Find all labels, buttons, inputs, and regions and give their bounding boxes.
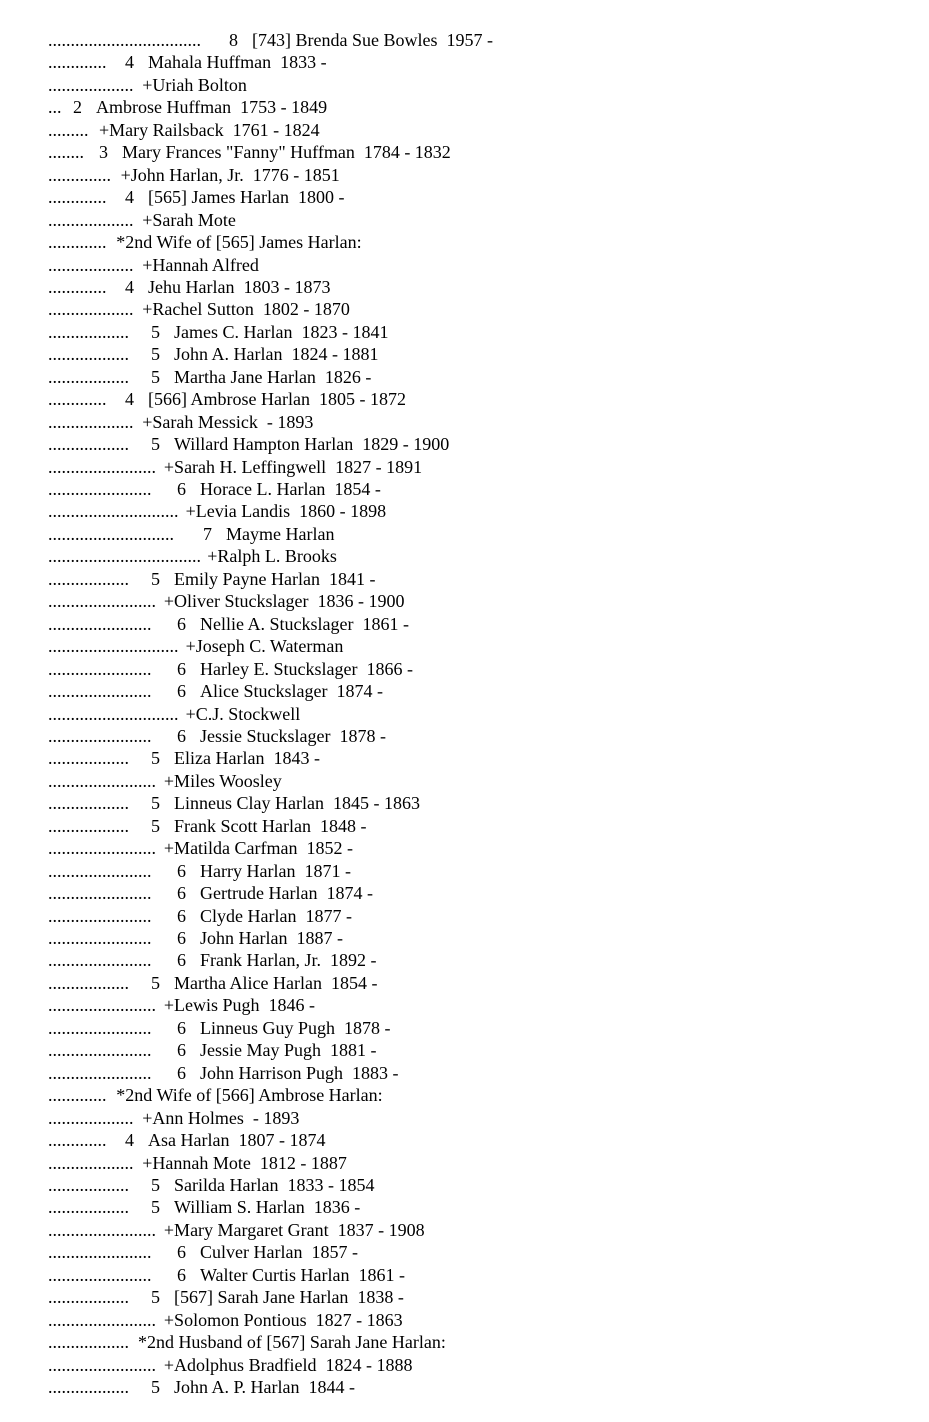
leader-dots: .................. <box>48 972 129 993</box>
generation-number: 2 <box>73 97 82 118</box>
generation-number: 6 <box>177 1040 186 1061</box>
report-line <box>0 747 929 769</box>
person-entry: Horace L. Harlan 1854 - <box>200 479 381 499</box>
generation-number: 6 <box>177 928 186 948</box>
report-line <box>0 1152 929 1174</box>
report-line <box>0 1107 929 1129</box>
leader-dots: .................................. <box>48 30 201 50</box>
person-entry: Mayme Harlan <box>226 523 335 544</box>
person-entry: Walter Curtis Harlan 1861 - <box>200 1264 405 1285</box>
leader-dots: ....................... <box>48 613 152 634</box>
person-entry: Jessie May Pugh 1881 - <box>200 1040 377 1061</box>
report-line <box>0 209 929 231</box>
report-line <box>0 456 929 478</box>
report-line <box>0 1354 929 1376</box>
person-entry: +Miles Woosley <box>163 770 282 791</box>
leader-dots: .................. <box>48 434 129 455</box>
leader-dots: .................. <box>48 815 129 836</box>
generation-number: 4 <box>125 389 134 410</box>
report-line <box>0 613 929 635</box>
generation-number: 5 <box>151 1197 160 1218</box>
person-entry: +Mary Railsback 1761 - 1824 <box>98 119 320 140</box>
person-entry: +Hannah Alfred <box>142 254 259 275</box>
generation-number: 6 <box>177 479 186 499</box>
person-entry: Asa Harlan 1807 - 1874 <box>148 1130 326 1151</box>
generation-number: 3 <box>99 142 108 163</box>
leader-dots: ........................ <box>48 995 156 1016</box>
report-line <box>0 366 929 388</box>
report-line <box>0 905 929 927</box>
person-entry: Linneus Clay Harlan 1845 - 1863 <box>174 793 420 814</box>
report-line <box>0 1174 929 1196</box>
person-entry: +Hannah Mote 1812 - 1887 <box>142 1152 347 1173</box>
leader-dots: .................. <box>48 568 129 589</box>
leader-dots: ............. <box>48 1085 107 1106</box>
person-entry: Harry Harlan 1871 - <box>200 860 351 881</box>
report-line <box>0 1309 929 1331</box>
leader-dots: ....................... <box>48 1242 152 1263</box>
leader-dots: .................. <box>48 793 129 814</box>
report-line <box>0 1129 929 1151</box>
report-line <box>0 1017 929 1039</box>
person-entry: *2nd Husband of [567] Sarah Jane Harlan: <box>137 1332 446 1353</box>
report-line <box>0 972 929 994</box>
leader-dots: ........................ <box>48 456 156 477</box>
generation-number: 6 <box>177 681 186 702</box>
leader-dots: ................... <box>48 254 134 275</box>
person-entry: Frank Scott Harlan 1848 - <box>174 815 367 836</box>
report-line <box>0 703 929 725</box>
person-entry: *2nd Wife of [565] James Harlan: <box>116 232 362 253</box>
person-entry: Clyde Harlan 1877 - <box>200 905 352 926</box>
report-line <box>0 815 929 837</box>
leader-dots: .............. <box>48 164 111 185</box>
report-line <box>0 96 929 118</box>
person-entry: Alice Stuckslager 1874 - <box>200 681 383 702</box>
leader-dots: ....................... <box>48 658 152 679</box>
person-entry: Emily Payne Harlan 1841 - <box>174 568 376 589</box>
leader-dots: ................... <box>48 74 134 95</box>
leader-dots: ........................ <box>48 838 156 859</box>
report-line <box>0 590 929 612</box>
person-entry: Harley E. Stuckslager 1866 - <box>200 658 413 679</box>
leader-dots: ................... <box>48 209 134 230</box>
generation-number: 6 <box>177 1264 186 1285</box>
leader-dots: .................. <box>48 1287 129 1308</box>
person-entry: +Rachel Sutton 1802 - 1870 <box>142 299 350 320</box>
report-line <box>0 164 929 186</box>
generation-number: 4 <box>125 187 134 208</box>
leader-dots: ................... <box>48 411 134 432</box>
leader-dots: ........................ <box>48 1309 156 1330</box>
leader-dots: ....................... <box>48 725 152 746</box>
person-entry: +Uriah Bolton <box>142 74 247 95</box>
person-entry: +Mary Margaret Grant 1837 - 1908 <box>163 1219 425 1240</box>
person-entry: *2nd Wife of [566] Ambrose Harlan: <box>116 1085 383 1106</box>
leader-dots: ............. <box>48 232 107 253</box>
person-entry: +John Harlan, Jr. 1776 - 1851 <box>120 164 340 185</box>
person-entry: +Sarah Mote <box>142 209 236 230</box>
leader-dots: .................. <box>48 1332 129 1353</box>
report-line <box>0 298 929 320</box>
generation-number: 5 <box>151 1377 160 1397</box>
leader-dots: ......... <box>48 119 89 140</box>
report-line <box>0 658 929 680</box>
generation-number: 6 <box>177 725 186 746</box>
person-entry: Martha Alice Harlan 1854 - <box>174 972 378 993</box>
generation-number: 5 <box>151 366 160 387</box>
leader-dots: ....................... <box>48 1062 152 1083</box>
leader-dots: .................. <box>48 1174 129 1195</box>
leader-dots: ............................. <box>48 703 179 724</box>
leader-dots: ........................ <box>48 1219 156 1240</box>
leader-dots: ................... <box>48 1107 134 1128</box>
person-entry: +Oliver Stuckslager 1836 - 1900 <box>163 591 405 612</box>
report-line <box>0 1331 929 1353</box>
person-entry: John A. P. Harlan 1844 - <box>174 1377 355 1397</box>
report-line <box>0 231 929 253</box>
report-line <box>0 882 929 904</box>
generation-number: 6 <box>177 1062 186 1083</box>
leader-dots: .................. <box>48 1377 129 1397</box>
report-line <box>0 860 929 882</box>
leader-dots: .................. <box>48 321 129 342</box>
leader-dots: ....................... <box>48 860 152 881</box>
leader-dots: ................... <box>48 299 134 320</box>
generation-number: 5 <box>151 972 160 993</box>
leader-dots: ....................... <box>48 681 152 702</box>
person-entry: Jehu Harlan 1803 - 1873 <box>148 276 331 297</box>
leader-dots: ....................... <box>48 928 152 948</box>
report-line <box>0 1286 929 1308</box>
report-line <box>0 545 929 567</box>
generation-number: 6 <box>177 1017 186 1038</box>
person-entry: +Ann Holmes - 1893 <box>142 1107 300 1128</box>
report-line <box>0 770 929 792</box>
generation-number: 6 <box>177 950 186 971</box>
leader-dots: ....................... <box>48 883 152 904</box>
person-entry: Linneus Guy Pugh 1878 - <box>200 1017 391 1038</box>
generation-number: 6 <box>177 860 186 881</box>
report-line <box>0 1219 929 1241</box>
person-entry: Willard Hampton Harlan 1829 - 1900 <box>174 434 450 455</box>
generation-number: 5 <box>151 748 160 769</box>
generation-number: 5 <box>151 815 160 836</box>
person-entry: Nellie A. Stuckslager 1861 - <box>200 613 409 634</box>
leader-dots: ................... <box>48 1152 134 1173</box>
person-entry: +Ralph L. Brooks <box>207 546 337 567</box>
generation-number: 8 <box>229 30 238 50</box>
person-entry: Culver Harlan 1857 - <box>200 1242 358 1263</box>
generation-number: 6 <box>177 905 186 926</box>
person-entry: +Levia Landis 1860 - 1898 <box>185 501 387 522</box>
leader-dots: ....................... <box>48 479 152 499</box>
leader-dots: ........................ <box>48 591 156 612</box>
report-line <box>0 1039 929 1061</box>
leader-dots: ....................... <box>48 1040 152 1061</box>
person-entry: Martha Jane Harlan 1826 - <box>174 366 372 387</box>
report-line <box>0 321 929 343</box>
generation-number: 6 <box>177 613 186 634</box>
leader-dots: ........................ <box>48 1354 156 1375</box>
person-entry: +Solomon Pontious 1827 - 1863 <box>163 1309 403 1330</box>
person-entry: Mary Frances "Fanny" Huffman 1784 - 1832 <box>122 142 451 163</box>
person-entry: +Sarah Messick - 1893 <box>142 411 314 432</box>
generation-number: 5 <box>151 793 160 814</box>
leader-dots: ....................... <box>48 950 152 971</box>
generation-number: 5 <box>151 1287 160 1308</box>
report-line <box>0 119 929 141</box>
person-entry: John Harrison Pugh 1883 - <box>200 1062 399 1083</box>
leader-dots: ............................. <box>48 636 179 657</box>
report-line <box>0 680 929 702</box>
report-line <box>0 186 929 208</box>
report-line <box>0 1196 929 1218</box>
person-entry: +Adolphus Bradfield 1824 - 1888 <box>163 1354 413 1375</box>
leader-dots: ........ <box>48 142 84 163</box>
leader-dots: ....................... <box>48 1264 152 1285</box>
leader-dots: ............. <box>48 276 107 297</box>
generation-number: 6 <box>177 1242 186 1263</box>
person-entry: John Harlan 1887 - <box>200 928 343 948</box>
report-line <box>0 725 929 747</box>
person-entry: John A. Harlan 1824 - 1881 <box>174 344 379 365</box>
report-line <box>0 949 929 971</box>
person-entry: Gertrude Harlan 1874 - <box>200 883 373 904</box>
generation-number: 5 <box>151 434 160 455</box>
report-line <box>0 568 929 590</box>
generation-number: 7 <box>203 523 212 544</box>
report-line <box>0 500 929 522</box>
report-line <box>0 1376 929 1398</box>
person-entry: William S. Harlan 1836 - <box>174 1197 361 1218</box>
person-entry: +C.J. Stockwell <box>185 703 301 724</box>
person-entry: +Matilda Carfman 1852 - <box>163 838 354 859</box>
person-entry: +Joseph C. Waterman <box>185 636 344 657</box>
report-line <box>0 74 929 96</box>
leader-dots: .................. <box>48 366 129 387</box>
leader-dots: ....................... <box>48 1017 152 1038</box>
generation-number: 5 <box>151 344 160 365</box>
report-line <box>0 433 929 455</box>
generation-number: 6 <box>177 883 186 904</box>
person-entry: James C. Harlan 1823 - 1841 <box>174 321 389 342</box>
report-line <box>0 1062 929 1084</box>
person-entry: Jessie Stuckslager 1878 - <box>200 725 386 746</box>
report-line <box>0 1241 929 1263</box>
report-line <box>0 343 929 365</box>
leader-dots: ............. <box>48 389 107 410</box>
leader-dots: ... <box>48 97 62 118</box>
generation-number: 4 <box>125 52 134 73</box>
person-entry: Frank Harlan, Jr. 1892 - <box>200 950 377 971</box>
person-entry: +Lewis Pugh 1846 - <box>163 995 316 1016</box>
person-entry: [743] Brenda Sue Bowles 1957 - <box>252 30 493 50</box>
report-line <box>0 792 929 814</box>
leader-dots: ............. <box>48 187 107 208</box>
generation-number: 5 <box>151 1174 160 1195</box>
person-entry: Eliza Harlan 1843 - <box>174 748 320 769</box>
leader-dots: .................. <box>48 1197 129 1218</box>
report-line <box>0 141 929 163</box>
leader-dots: .................. <box>48 748 129 769</box>
leader-dots: .................. <box>48 344 129 365</box>
leader-dots: ............................. <box>48 501 179 522</box>
report-line <box>0 276 929 298</box>
report-line <box>0 837 929 859</box>
leader-dots: ............. <box>48 1130 107 1151</box>
generation-number: 5 <box>151 321 160 342</box>
person-entry: Ambrose Huffman 1753 - 1849 <box>96 97 328 118</box>
leader-dots: ....................... <box>48 905 152 926</box>
leader-dots: ............. <box>48 52 107 73</box>
report-line <box>0 411 929 433</box>
report-line <box>0 254 929 276</box>
report-line <box>0 29 929 51</box>
person-entry: Sarilda Harlan 1833 - 1854 <box>174 1174 375 1195</box>
leader-dots: ............................ <box>48 523 174 544</box>
person-entry: [567] Sarah Jane Harlan 1838 - <box>174 1287 404 1308</box>
report-line <box>0 1264 929 1286</box>
person-entry: +Sarah H. Leffingwell 1827 - 1891 <box>163 456 423 477</box>
person-entry: [566] Ambrose Harlan 1805 - 1872 <box>148 389 406 410</box>
person-entry: [565] James Harlan 1800 - <box>148 187 345 208</box>
person-entry: Mahala Huffman 1833 - <box>148 52 327 73</box>
report-line <box>0 523 929 545</box>
report-line <box>0 927 929 949</box>
report-line <box>0 1084 929 1106</box>
generation-number: 4 <box>125 276 134 297</box>
report-line <box>0 994 929 1016</box>
report-line <box>0 51 929 73</box>
leader-dots: ........................ <box>48 770 156 791</box>
report-line <box>0 635 929 657</box>
leader-dots: .................................. <box>48 546 201 567</box>
generation-number: 4 <box>125 1130 134 1151</box>
report-line <box>0 478 929 500</box>
generation-number: 6 <box>177 658 186 679</box>
generation-number: 5 <box>151 568 160 589</box>
report-line <box>0 388 929 410</box>
